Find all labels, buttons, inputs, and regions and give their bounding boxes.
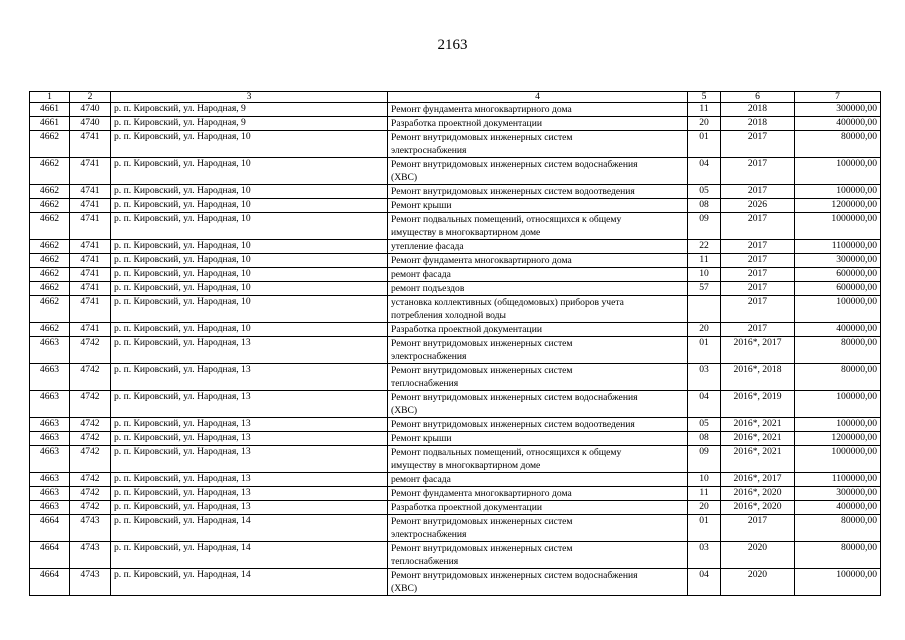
work-type-cell — [388, 487, 688, 501]
house-id-cell: 4741 — [70, 240, 111, 254]
table-body — [30, 103, 881, 596]
work-code-cell: 22 — [688, 240, 721, 254]
year-cell: 2018 — [721, 103, 795, 117]
year-cell: 2017 — [721, 240, 795, 254]
work-type-line: Ремонт внутридомовых инженерных систем водоотведения — [391, 186, 635, 197]
year-cell: 2016*, 2021 — [721, 418, 795, 432]
work-type-cell — [388, 185, 688, 199]
work-type-line: Ремонт внутридомовых инженерных систем водоснабжения — [391, 392, 638, 403]
address-cell: р. п. Кировский, ул. Народная, 10 — [111, 254, 388, 268]
record-number-cell: 4663 — [30, 391, 70, 418]
cost-cell: 600000,00 — [795, 282, 881, 296]
record-number-cell: 4663 — [30, 501, 70, 515]
address-cell: р. п. Кировский, ул. Народная, 10 — [111, 323, 388, 337]
work-code-cell: 20 — [688, 117, 721, 131]
work-type-line-continued: электроснабжения — [391, 145, 467, 156]
cost-cell: 400000,00 — [795, 501, 881, 515]
year-cell: 2016*, 2021 — [721, 446, 795, 473]
work-type-line: Ремонт внутридомовых инженерных систем — [391, 365, 573, 376]
work-type-line-continued: (ХВС) — [391, 172, 418, 183]
work-type-line-continued: потребления холодной воды — [391, 310, 507, 321]
year-cell: 2017 — [721, 282, 795, 296]
table-row — [30, 323, 881, 337]
year-cell: 2017 — [721, 131, 795, 158]
year-cell: 2017 — [721, 213, 795, 240]
work-type-cell — [388, 501, 688, 515]
address-cell: р. п. Кировский, ул. Народная, 9 — [111, 117, 388, 131]
work-type-line: Разработка проектной документации — [391, 502, 542, 513]
year-cell: 2017 — [721, 323, 795, 337]
work-code-cell: 09 — [688, 213, 721, 240]
cost-cell: 400000,00 — [795, 323, 881, 337]
cost-cell: 1100000,00 — [795, 240, 881, 254]
table-row — [30, 158, 881, 185]
cost-cell: 100000,00 — [795, 158, 881, 185]
house-id-cell: 4742 — [70, 446, 111, 473]
address-cell: р. п. Кировский, ул. Народная, 10 — [111, 131, 388, 158]
page-number: 2163 — [437, 37, 468, 53]
cost-cell: 80000,00 — [795, 364, 881, 391]
address-cell: р. п. Кировский, ул. Народная, 13 — [111, 473, 388, 487]
work-type-cell — [388, 391, 688, 418]
address-cell: р. п. Кировский, ул. Народная, 10 — [111, 185, 388, 199]
record-number-cell: 4663 — [30, 364, 70, 391]
address-cell: р. п. Кировский, ул. Народная, 13 — [111, 364, 388, 391]
work-type-cell — [388, 364, 688, 391]
column-header: 3 — [111, 92, 388, 103]
table-row — [30, 515, 881, 542]
work-type-cell — [388, 473, 688, 487]
work-type-cell — [388, 569, 688, 596]
work-code-cell: 05 — [688, 418, 721, 432]
table-row — [30, 337, 881, 364]
address-cell: р. п. Кировский, ул. Народная, 10 — [111, 158, 388, 185]
work-type-cell — [388, 213, 688, 240]
address-cell: р. п. Кировский, ул. Народная, 9 — [111, 103, 388, 117]
house-id-cell: 4743 — [70, 569, 111, 596]
year-cell: 2016*, 2020 — [721, 501, 795, 515]
work-type-line: Ремонт фундамента многоквартирного дома — [391, 255, 572, 266]
address-cell: р. п. Кировский, ул. Народная, 14 — [111, 542, 388, 569]
table-row — [30, 254, 881, 268]
record-number-cell: 4662 — [30, 131, 70, 158]
table-row — [30, 296, 881, 323]
cost-cell: 1100000,00 — [795, 473, 881, 487]
year-cell: 2016*, 2019 — [721, 391, 795, 418]
year-cell: 2020 — [721, 542, 795, 569]
house-id-cell: 4743 — [70, 515, 111, 542]
work-code-cell: 20 — [688, 501, 721, 515]
house-id-cell: 4740 — [70, 103, 111, 117]
work-code-cell: 09 — [688, 446, 721, 473]
cost-cell: 400000,00 — [795, 117, 881, 131]
work-type-line: утепление фасада — [391, 241, 464, 252]
work-type-line: Разработка проектной документации — [391, 324, 542, 335]
record-number-cell: 4662 — [30, 213, 70, 240]
record-number-cell: 4662 — [30, 185, 70, 199]
record-number-cell: 4662 — [30, 240, 70, 254]
work-type-line: Ремонт внутридомовых инженерных систем — [391, 516, 573, 527]
cost-cell: 80000,00 — [795, 131, 881, 158]
record-number-cell: 4661 — [30, 117, 70, 131]
work-type-cell — [388, 240, 688, 254]
year-cell: 2026 — [721, 199, 795, 213]
table-row — [30, 117, 881, 131]
work-code-cell: 08 — [688, 432, 721, 446]
cost-cell: 300000,00 — [795, 254, 881, 268]
year-cell: 2016*, 2017 — [721, 337, 795, 364]
work-type-line: Ремонт внутридомовых инженерных систем водоснабжения — [391, 570, 638, 581]
house-id-cell: 4742 — [70, 391, 111, 418]
house-id-cell: 4741 — [70, 199, 111, 213]
address-cell: р. п. Кировский, ул. Народная, 14 — [111, 569, 388, 596]
house-id-cell: 4742 — [70, 432, 111, 446]
record-number-cell: 4664 — [30, 515, 70, 542]
cost-cell: 100000,00 — [795, 418, 881, 432]
work-type-line-continued: электроснабжения — [391, 529, 467, 540]
column-header: 6 — [721, 92, 795, 103]
record-number-cell: 4662 — [30, 296, 70, 323]
work-type-line-continued: электроснабжения — [391, 351, 467, 362]
cost-cell: 600000,00 — [795, 268, 881, 282]
record-number-cell: 4662 — [30, 158, 70, 185]
table-row — [30, 282, 881, 296]
work-type-line-continued: теплоснабжения — [391, 556, 459, 567]
table-row — [30, 268, 881, 282]
column-header: 5 — [688, 92, 721, 103]
column-header: 7 — [795, 92, 881, 103]
work-type-line: Ремонт внутридомовых инженерных систем — [391, 543, 573, 554]
work-code-cell: 04 — [688, 569, 721, 596]
work-type-line: установка коллективных (общедомовых) приборов учета — [391, 297, 624, 308]
year-cell: 2016*, 2021 — [721, 432, 795, 446]
work-code-cell: 01 — [688, 131, 721, 158]
work-code-cell: 57 — [688, 282, 721, 296]
table-row — [30, 213, 881, 240]
house-id-cell: 4743 — [70, 542, 111, 569]
house-id-cell: 4741 — [70, 296, 111, 323]
house-id-cell: 4741 — [70, 254, 111, 268]
column-header: 4 — [388, 92, 688, 103]
work-type-cell — [388, 254, 688, 268]
address-cell: р. п. Кировский, ул. Народная, 13 — [111, 391, 388, 418]
work-type-line: Ремонт внутридомовых инженерных систем водоснабжения — [391, 159, 638, 170]
table-row — [30, 446, 881, 473]
record-number-cell: 4663 — [30, 432, 70, 446]
work-type-cell — [388, 323, 688, 337]
address-cell: р. п. Кировский, ул. Народная, 10 — [111, 240, 388, 254]
work-code-cell: 04 — [688, 158, 721, 185]
house-id-cell: 4742 — [70, 501, 111, 515]
work-type-line: ремонт подъездов — [391, 283, 465, 294]
work-type-line-continued: (ХВС) — [391, 405, 418, 416]
record-number-cell: 4664 — [30, 569, 70, 596]
work-type-cell — [388, 282, 688, 296]
work-type-cell — [388, 432, 688, 446]
table-row — [30, 487, 881, 501]
work-code-cell: 11 — [688, 487, 721, 501]
address-cell: р. п. Кировский, ул. Народная, 13 — [111, 446, 388, 473]
record-number-cell: 4663 — [30, 337, 70, 364]
address-cell: р. п. Кировский, ул. Народная, 13 — [111, 418, 388, 432]
house-id-cell: 4741 — [70, 323, 111, 337]
work-code-cell: 01 — [688, 515, 721, 542]
record-number-cell: 4663 — [30, 473, 70, 487]
record-number-cell: 4662 — [30, 323, 70, 337]
address-cell: р. п. Кировский, ул. Народная, 10 — [111, 282, 388, 296]
house-id-cell: 4740 — [70, 117, 111, 131]
cost-cell: 100000,00 — [795, 185, 881, 199]
year-cell: 2016*, 2020 — [721, 487, 795, 501]
house-id-cell: 4741 — [70, 282, 111, 296]
work-code-cell: 10 — [688, 268, 721, 282]
table-row — [30, 432, 881, 446]
work-type-line: ремонт фасада — [391, 474, 451, 485]
house-id-cell: 4741 — [70, 158, 111, 185]
address-cell: р. п. Кировский, ул. Народная, 13 — [111, 487, 388, 501]
year-cell: 2016*, 2017 — [721, 473, 795, 487]
house-id-cell: 4742 — [70, 473, 111, 487]
address-cell: р. п. Кировский, ул. Народная, 10 — [111, 199, 388, 213]
work-type-cell — [388, 418, 688, 432]
cost-cell: 80000,00 — [795, 337, 881, 364]
work-type-cell — [388, 199, 688, 213]
work-type-line: Ремонт подвальных помещений, относящихся к общему — [391, 214, 622, 225]
work-type-cell — [388, 296, 688, 323]
cost-cell: 80000,00 — [795, 515, 881, 542]
work-type-cell — [388, 446, 688, 473]
year-cell: 2020 — [721, 569, 795, 596]
work-type-cell — [388, 542, 688, 569]
cost-cell: 1200000,00 — [795, 199, 881, 213]
year-cell: 2016*, 2018 — [721, 364, 795, 391]
table-row — [30, 185, 881, 199]
work-type-line: Ремонт фундамента многоквартирного дома — [391, 488, 572, 499]
work-code-cell: 03 — [688, 364, 721, 391]
address-cell: р. п. Кировский, ул. Народная, 13 — [111, 501, 388, 515]
record-number-cell: 4663 — [30, 487, 70, 501]
column-header: 2 — [70, 92, 111, 103]
work-code-cell: 20 — [688, 323, 721, 337]
work-type-line: ремонт фасада — [391, 269, 451, 280]
table-row — [30, 542, 881, 569]
cost-cell: 100000,00 — [795, 296, 881, 323]
work-type-cell — [388, 158, 688, 185]
column-number-row — [30, 92, 881, 103]
house-id-cell: 4742 — [70, 418, 111, 432]
work-type-cell — [388, 103, 688, 117]
table-row — [30, 391, 881, 418]
work-type-line-continued: (ХВС) — [391, 583, 418, 594]
cost-cell: 100000,00 — [795, 391, 881, 418]
table-row — [30, 473, 881, 487]
record-number-cell: 4662 — [30, 282, 70, 296]
year-cell: 2017 — [721, 296, 795, 323]
year-cell: 2017 — [721, 158, 795, 185]
cost-cell: 1200000,00 — [795, 432, 881, 446]
house-id-cell: 4742 — [70, 364, 111, 391]
table-row — [30, 418, 881, 432]
year-cell: 2017 — [721, 515, 795, 542]
record-number-cell: 4662 — [30, 268, 70, 282]
work-type-line: Ремонт крыши — [391, 200, 452, 211]
work-code-cell: 11 — [688, 103, 721, 117]
house-id-cell: 4742 — [70, 487, 111, 501]
work-type-cell — [388, 515, 688, 542]
work-type-line-continued: имуществу в многоквартирном доме — [391, 227, 541, 238]
address-cell: р. п. Кировский, ул. Народная, 13 — [111, 337, 388, 364]
address-cell: р. п. Кировский, ул. Народная, 10 — [111, 213, 388, 240]
column-header: 1 — [30, 92, 70, 103]
work-type-line-continued: имуществу в многоквартирном доме — [391, 460, 541, 471]
work-type-line-continued: теплоснабжения — [391, 378, 459, 389]
cost-cell: 300000,00 — [795, 487, 881, 501]
table-row — [30, 364, 881, 391]
capital-repair-table — [29, 91, 881, 596]
address-cell: р. п. Кировский, ул. Народная, 14 — [111, 515, 388, 542]
work-type-cell — [388, 268, 688, 282]
year-cell: 2017 — [721, 185, 795, 199]
work-type-line: Ремонт внутридомовых инженерных систем водоотведения — [391, 419, 635, 430]
work-code-cell: 11 — [688, 254, 721, 268]
house-id-cell: 4741 — [70, 185, 111, 199]
work-type-line: Ремонт подвальных помещений, относящихся к общему — [391, 447, 622, 458]
record-number-cell: 4662 — [30, 254, 70, 268]
table-row — [30, 131, 881, 158]
address-cell: р. п. Кировский, ул. Народная, 10 — [111, 296, 388, 323]
work-type-line: Ремонт фундамента многоквартирного дома — [391, 104, 572, 115]
cost-cell: 1000000,00 — [795, 213, 881, 240]
work-type-cell — [388, 131, 688, 158]
year-cell: 2017 — [721, 268, 795, 282]
work-type-line: Ремонт внутридомовых инженерных систем — [391, 338, 573, 349]
year-cell: 2018 — [721, 117, 795, 131]
table-row — [30, 240, 881, 254]
cost-cell: 80000,00 — [795, 542, 881, 569]
cost-cell: 100000,00 — [795, 569, 881, 596]
work-type-line: Ремонт внутридомовых инженерных систем — [391, 132, 573, 143]
record-number-cell: 4661 — [30, 103, 70, 117]
house-id-cell: 4742 — [70, 337, 111, 364]
table-row — [30, 199, 881, 213]
table-row — [30, 569, 881, 596]
work-code-cell: 05 — [688, 185, 721, 199]
work-code-cell: 10 — [688, 473, 721, 487]
work-type-line: Разработка проектной документации — [391, 118, 542, 129]
work-type-cell — [388, 337, 688, 364]
work-code-cell — [688, 296, 721, 323]
address-cell: р. п. Кировский, ул. Народная, 10 — [111, 268, 388, 282]
record-number-cell: 4663 — [30, 418, 70, 432]
work-code-cell: 01 — [688, 337, 721, 364]
year-cell: 2017 — [721, 254, 795, 268]
record-number-cell: 4663 — [30, 446, 70, 473]
table-row — [30, 501, 881, 515]
cost-cell: 1000000,00 — [795, 446, 881, 473]
cost-cell: 300000,00 — [795, 103, 881, 117]
work-type-line: Ремонт крыши — [391, 433, 452, 444]
work-type-cell — [388, 117, 688, 131]
work-code-cell: 04 — [688, 391, 721, 418]
record-number-cell: 4664 — [30, 542, 70, 569]
record-number-cell: 4662 — [30, 199, 70, 213]
house-id-cell: 4741 — [70, 213, 111, 240]
table-row — [30, 103, 881, 117]
work-code-cell: 03 — [688, 542, 721, 569]
house-id-cell: 4741 — [70, 268, 111, 282]
work-code-cell: 08 — [688, 199, 721, 213]
address-cell: р. п. Кировский, ул. Народная, 13 — [111, 432, 388, 446]
house-id-cell: 4741 — [70, 131, 111, 158]
